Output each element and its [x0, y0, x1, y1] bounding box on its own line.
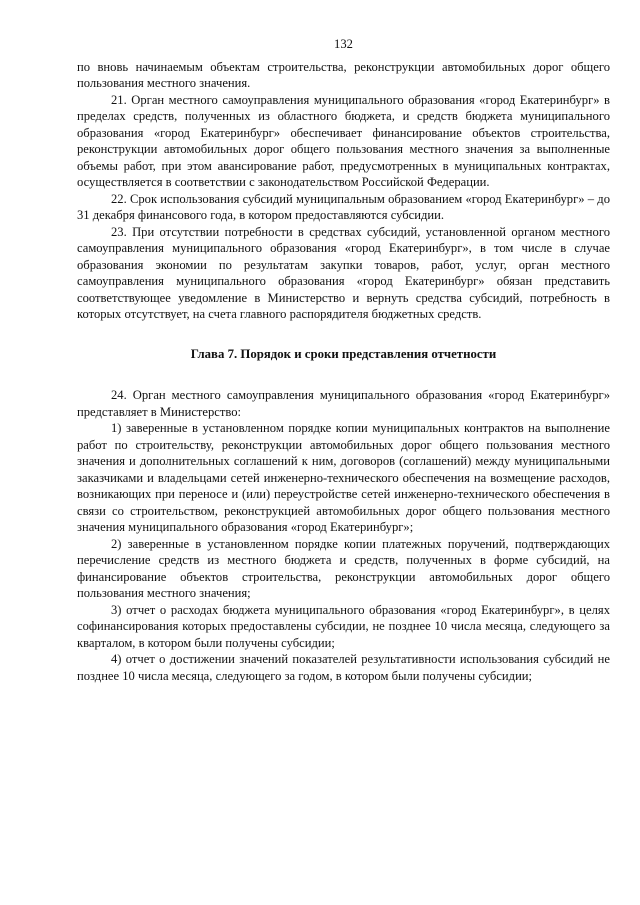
paragraph-23: 23. При отсутствии потребности в средствах субсидий, установленной органом местного самоуправления муниципального образования «город Екатеринбург», в том числе в случае образования экономии по результатам закупки товаров, работ, услуг, орган местного самоуправления муниципального образования «город Екатеринбург» обязан представить соответствующее уведомление в Министерство и вернуть средства субсидий, потребность в которых отсутствует, на счета главного распорядителя бюджетных средств.: [77, 224, 610, 321]
list-item-2: 2) заверенные в установленном порядке копии платежных поручений, подтверждающих перечисление средств из местного бюджета и средств, полученных в форме субсидий, на финансирование объектов строительства, реконструкции автомобильных дорог общего пользования местного значения;: [77, 536, 610, 600]
paragraph-24: 24. Орган местного самоуправления муниципального образования «город Екатеринбург» представляет в Министерство:: [77, 388, 610, 419]
paragraph-21: 21. Орган местного самоуправления муниципального образования «город Екатеринбург» в пределах средств, полученных из областного бюджета, и средств бюджета муниципального образования «город Екатеринбург» обеспечивает финансирование объектов строительства, реконструкции автомобильных дорог общего пользования местного значения за выполненные объемы работ, при этом авансирование работ, предусмотренных в муниципальных контрактах, осуществляется в соответствии с законодательством Российской Федерации.: [77, 92, 610, 189]
page-number: 132: [334, 37, 353, 51]
paragraph-22: 22. Срок использования субсидий муниципальным образованием «город Екатеринбург» – до 31 декабря финансового года, в котором предоставляются субсидии.: [77, 191, 610, 222]
list-item-1: 1) заверенные в установленном порядке копии муниципальных контрактов на выполнение работ по строительству, реконструкции автомобильных дорог общего пользования местного значения и дополнительных соглашений к ним, договоров (соглашений) между муниципальными заказчиками и владельцами сетей инженерно-технического обеспечения на возмещение расходов, возникающих при переносе и (или) переустройстве сетей инженерно-технического обеспечения в связи со строительством, реконструкцией автомобильных дорог общего пользования местного значения муниципального образования «город Екатеринбург»;: [77, 421, 610, 534]
paragraph-continuation: по вновь начинаемым объектам строительства, реконструкции автомобильных дорог общего пользования местного значения.: [77, 59, 610, 90]
list-item-3: 3) отчет о расходах бюджета муниципального образования «город Екатеринбург», в целях софинансирования которых предоставлены субсидии, не позднее 10 числа месяца, следующего за кварталом, в котором были получены субсидии;: [77, 602, 610, 650]
list-item-4: 4) отчет о достижении значений показателей результативности использования субсидий не позднее 10 числа месяца, следующего за годом, в котором были получены субсидии;: [77, 652, 610, 683]
chapter-heading: Глава 7. Порядок и сроки представления отчетности: [190, 346, 497, 361]
